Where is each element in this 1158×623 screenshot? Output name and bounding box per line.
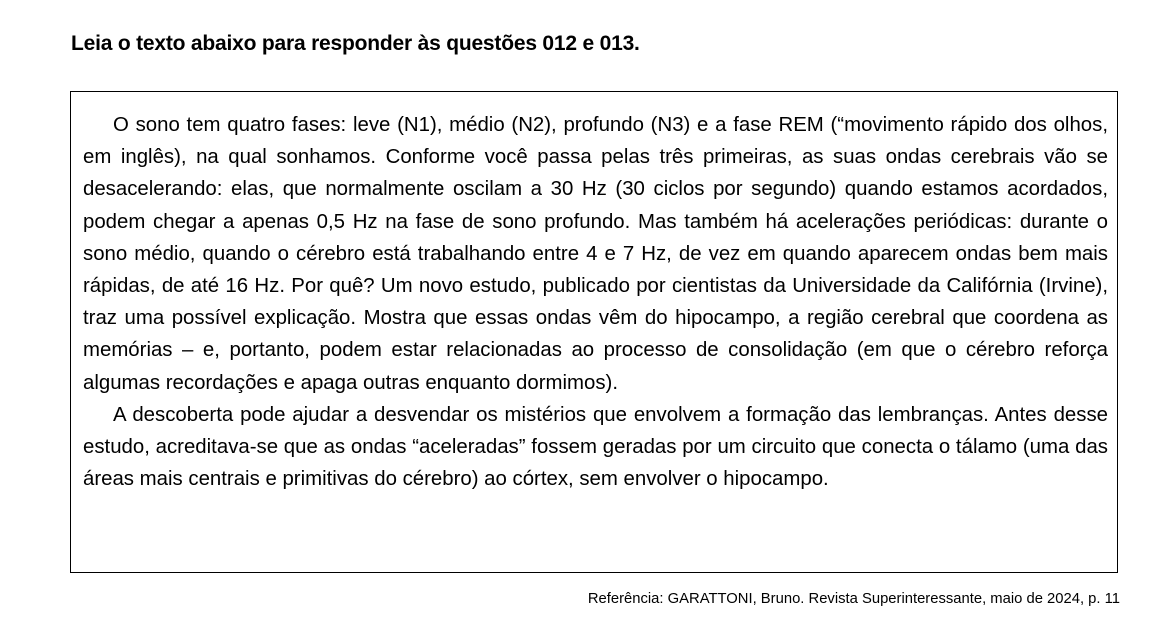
reading-passage-box (70, 91, 1118, 573)
passage-paragraph-1: O sono tem quatro fases: leve (N1), médio (N2), profundo (N3) e a fase REM (“movimento rápido dos olhos, em inglês), na qual sonhamos. Conforme você passa pelas três primeiras, as suas ondas cerebrais vão se desacelerando: elas, que normalmente oscilam a 30 Hz (30 ciclos por segundo) quando estamos acordados, podem chegar a apenas 0,5 Hz na fase de sono profundo. Mas também há acelerações periódicas: durante o sono médio, quando o cérebro está trabalhando entre 4 e 7 Hz, de vez em quando aparecem ondas bem mais rápidas, de até 16 Hz. Por quê? Um novo estudo, publicado por cientistas da Universidade da Califórnia (Irvine), traz uma possível explicação. Mostra que essas ondas vêm do hipocampo, a região cerebral que coordena as memórias – e, portanto, podem estar relacionadas ao processo de consolidação (em que o cérebro reforça algumas recordações e apaga outras enquanto dormimos). (83, 114, 1108, 394)
question-instruction: Leia o texto abaixo para responder às questões 012 e 013. (71, 32, 640, 55)
passage-paragraph-2: A descoberta pode ajudar a desvendar os mistérios que envolvem a formação das lembranças. Antes desse estudo, acreditava-se que as ondas “aceleradas” fossem geradas por um circuito que conecta o tálamo (uma das áreas mais centrais e primitivas do cérebro) ao córtex, sem envolver o hipocampo. (83, 403, 1108, 491)
source-reference: Referência: GARATTONI, Bruno. Revista Superinteressante, maio de 2024, p. 11 (587, 591, 1120, 607)
